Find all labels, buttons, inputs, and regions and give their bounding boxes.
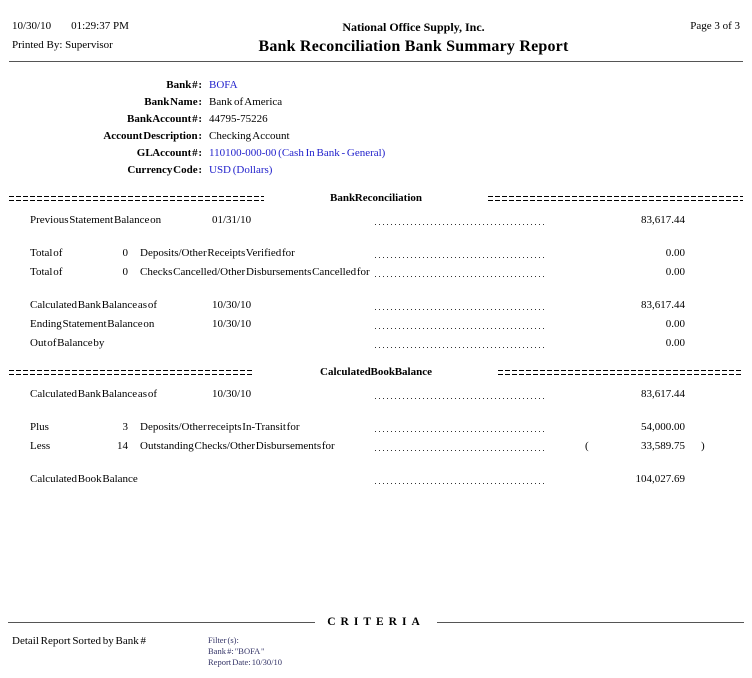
info-value: Checking Account	[209, 130, 290, 142]
row-amount: 0.00	[665, 247, 685, 259]
open-paren	[585, 296, 599, 315]
dot-leader	[375, 296, 545, 315]
bank-info-row	[0, 128, 752, 145]
bank-info-row	[0, 162, 752, 179]
report-row	[0, 315, 752, 334]
row-label: Calculated Book Balance	[30, 473, 138, 485]
bank-info-row	[0, 111, 752, 128]
filter-list	[208, 635, 282, 668]
header-left	[12, 20, 197, 51]
report-row	[0, 437, 752, 456]
open-paren	[585, 470, 599, 489]
row-left-area	[30, 263, 375, 282]
row-date: 10/30/10	[212, 318, 252, 330]
row-left-area	[30, 418, 375, 437]
report-row	[0, 211, 752, 230]
close-paren	[701, 385, 715, 404]
info-label: Account Description :	[103, 130, 202, 142]
report-row	[0, 263, 752, 282]
header-center	[197, 20, 630, 56]
row-left-area	[30, 385, 375, 404]
dot-leader	[375, 263, 545, 282]
info-label: Currency Code :	[127, 164, 202, 176]
row-prefix: Less	[30, 440, 51, 452]
row-amount: 0.00	[665, 318, 685, 330]
dot-leader	[375, 244, 545, 263]
row-description: Checks Cancelled/Other Disbursements Cancelled for	[140, 266, 370, 278]
section-title: Calculated Book Balance	[320, 366, 432, 378]
open-paren	[585, 211, 599, 230]
report-footer	[0, 616, 752, 668]
sort-description: Detail Report Sorted by Bank #	[12, 635, 147, 647]
row-amount: 54,000.00	[641, 421, 685, 433]
row-description: Deposits/Other receipts In-Transit for	[140, 421, 300, 433]
open-paren	[585, 418, 599, 437]
row-amount: 83,617.44	[641, 214, 685, 226]
close-paren	[701, 470, 715, 489]
criteria-line-left	[8, 622, 315, 623]
report-row	[0, 418, 752, 437]
open-paren: (	[585, 440, 589, 452]
row-count: 3	[122, 421, 128, 433]
section-title: Bank Reconciliation	[329, 192, 423, 204]
report-section	[0, 192, 752, 353]
report-row	[0, 470, 752, 489]
report-row	[0, 334, 752, 353]
info-label: GL Account # :	[136, 147, 202, 159]
page-number: Page 3 of 3	[690, 20, 740, 32]
close-paren	[701, 263, 715, 282]
info-value: Bank of America	[209, 96, 283, 108]
info-label: Bank Account # :	[127, 113, 202, 125]
row-prefix: Total of	[30, 266, 63, 278]
criteria-line-right	[437, 622, 744, 623]
dot-leader	[375, 470, 545, 489]
dot-leader	[375, 437, 545, 456]
row-left-area	[30, 315, 375, 334]
row-left-area	[30, 334, 375, 353]
row-prefix: Total of	[30, 247, 63, 259]
separator-line-left	[9, 370, 254, 375]
report-section	[0, 366, 752, 489]
close-paren: )	[701, 440, 705, 452]
filter-line: Report Date: 10/30/10	[208, 657, 283, 667]
dot-leader	[375, 315, 545, 334]
row-label: Previous Statement Balance on	[30, 214, 162, 226]
bank-info-row	[0, 77, 752, 94]
close-paren	[701, 211, 715, 230]
section-header	[9, 366, 743, 378]
row-group	[0, 470, 752, 489]
row-amount: 104,027.69	[635, 473, 685, 485]
info-value-link[interactable]: 110100-000-00 (Cash In Bank - General)	[209, 147, 386, 159]
separator-line-right	[488, 196, 743, 201]
row-group	[0, 211, 752, 230]
open-paren	[585, 334, 599, 353]
row-left-area	[30, 244, 375, 263]
row-left-area	[30, 470, 375, 489]
report-row	[0, 244, 752, 263]
close-paren	[701, 315, 715, 334]
dot-leader	[375, 334, 545, 353]
report-title: Bank Reconciliation Bank Summary Report	[258, 38, 569, 55]
bank-info-row	[0, 94, 752, 111]
dot-leader	[375, 418, 545, 437]
filter-line: Bank #: "BOFA "	[208, 646, 265, 656]
row-amount: 83,617.44	[641, 388, 685, 400]
row-label: Calculated Bank Balance as of	[30, 388, 158, 400]
open-paren	[585, 244, 599, 263]
info-value-link[interactable]: USD (Dollars)	[209, 164, 273, 176]
row-amount: 33,589.75	[641, 440, 685, 452]
row-left-area	[30, 296, 375, 315]
printed-by: Printed By: Supervisor	[12, 39, 113, 51]
report-row	[0, 296, 752, 315]
open-paren	[585, 263, 599, 282]
separator-line-left	[9, 196, 264, 201]
row-date: 10/30/10	[212, 299, 252, 311]
print-time: 01:29:37 PM	[71, 20, 129, 32]
separator-line-right	[498, 370, 743, 375]
row-label: Out of Balance by	[30, 337, 105, 349]
dot-leader	[375, 211, 545, 230]
row-group	[0, 385, 752, 404]
info-value-link[interactable]: BOFA	[209, 79, 238, 91]
row-label: Calculated Bank Balance as of	[30, 299, 158, 311]
row-count: 14	[117, 440, 128, 452]
info-label: Bank Name :	[144, 96, 202, 108]
section-header	[9, 192, 743, 204]
report-header	[0, 0, 752, 56]
close-paren	[701, 244, 715, 263]
report-row	[0, 385, 752, 404]
criteria-divider	[8, 616, 744, 628]
header-divider	[9, 61, 743, 62]
filter-line: Filter (s):	[208, 635, 239, 645]
criteria-content	[0, 635, 752, 668]
row-left-area	[30, 437, 375, 456]
row-amount: 0.00	[665, 266, 685, 278]
info-label: Bank # :	[166, 79, 202, 91]
row-label: Ending Statement Balance on	[30, 318, 155, 330]
row-left-area	[30, 211, 375, 230]
open-paren	[585, 385, 599, 404]
bank-info-block	[0, 77, 752, 179]
row-group	[0, 244, 752, 282]
open-paren	[585, 315, 599, 334]
row-date: 01/31/10	[212, 214, 252, 226]
info-value: 44795-75226	[209, 113, 268, 125]
row-group	[0, 296, 752, 353]
dot-leader	[375, 385, 545, 404]
close-paren	[701, 296, 715, 315]
row-count: 0	[122, 247, 128, 259]
row-prefix: Plus	[30, 421, 49, 433]
close-paren	[701, 334, 715, 353]
row-date: 10/30/10	[212, 388, 252, 400]
row-count: 0	[122, 266, 128, 278]
row-amount: 83,617.44	[641, 299, 685, 311]
row-amount: 0.00	[665, 337, 685, 349]
row-group	[0, 418, 752, 456]
company-name: National Office Supply, Inc.	[342, 20, 485, 34]
report-body	[0, 192, 752, 489]
row-description: Outstanding Checks/Other Disbursements for	[140, 440, 335, 452]
criteria-heading: CRITERIA	[327, 616, 425, 628]
close-paren	[701, 418, 715, 437]
row-description: Deposits/Other Receipts Verified for	[140, 247, 295, 259]
print-date: 10/30/10	[12, 20, 52, 32]
bank-info-row	[0, 145, 752, 162]
